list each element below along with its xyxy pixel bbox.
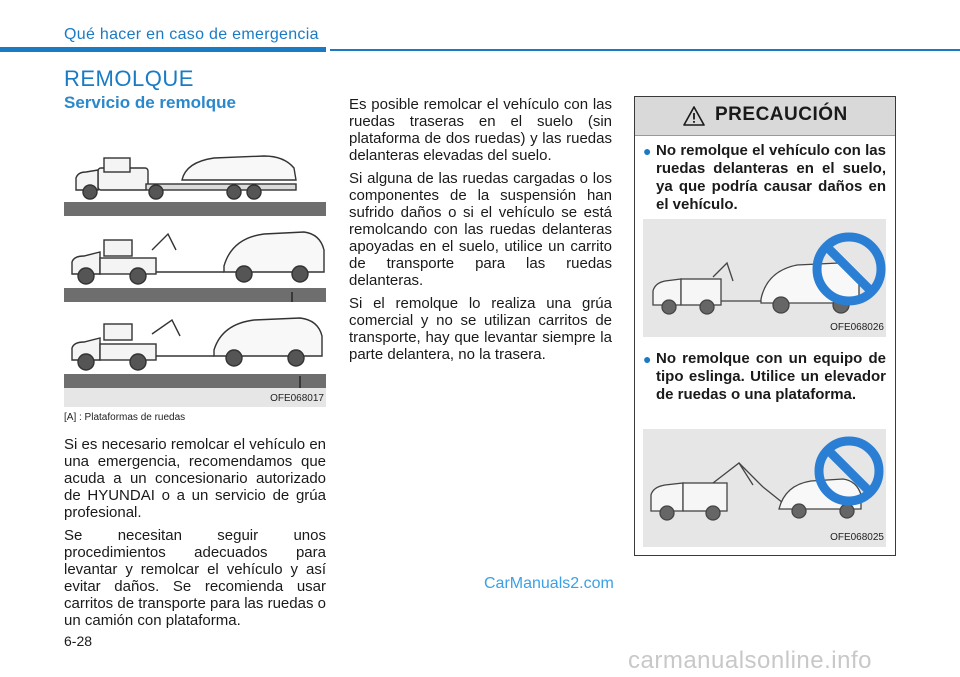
paragraph: Si el remolque lo realiza una grúa comercial y no se utilizan carritos de transporte, hay que levantar siempre la parte delantera, no la trasera.	[349, 295, 612, 363]
figure-code: OFE068017	[270, 393, 324, 404]
header-bar-thin	[330, 49, 960, 51]
figure-code: OFE068025	[830, 532, 884, 543]
caution-item	[643, 142, 886, 214]
sling-tow-image	[643, 429, 886, 547]
caution-header	[635, 97, 895, 136]
page-number: 6-28	[64, 633, 93, 649]
towing-illustration	[64, 122, 326, 407]
paragraph: Se necesitan seguir unos procedimientos adecuados para levantar y remolcar el vehículo y así evitar daños. Se recomienda usar carritos de transporte para las ruedas o un camión con plataforma.	[64, 527, 326, 629]
towing-scenes-image	[64, 122, 326, 407]
section-title: Qué hacer en caso de emergencia	[64, 26, 319, 43]
caution-figure-2	[643, 429, 886, 547]
tow-front-wheels-on-ground-image	[643, 219, 886, 337]
paragraph: Si es necesario remolcar el vehículo en una emergencia, recomendamos que acuda a un concesionario autorizado de HYUNDAI o a un servicio de grúa profesional.	[64, 436, 326, 521]
figure-code: OFE068026	[830, 322, 884, 333]
bullet-dot: ●	[643, 143, 652, 159]
subsection-title: Servicio de remolque	[64, 93, 236, 112]
caution-title: PRECAUCIÓN	[715, 104, 848, 125]
footer-watermark: carmanualsonline.info	[628, 647, 872, 674]
paragraph: Si alguna de las ruedas cargadas o los componentes de la suspensión han sufrido daños o si el vehículo se está remolcando con las ruedas delanteras apoyadas en el suelo, utilice un carrito de transporte para las ruedas delanteras.	[349, 170, 612, 289]
middle-column-text	[349, 96, 612, 369]
caution-figure-1	[643, 219, 886, 337]
caution-item-text: No remolque con un equipo de tipo eslinga. Utilice un elevador de ruedas o una plataforma.	[656, 350, 886, 403]
caution-box	[634, 96, 896, 556]
header-bar-thick	[0, 47, 326, 52]
left-column-text	[64, 436, 326, 635]
caution-item	[643, 350, 886, 404]
paragraph: Es posible remolcar el vehículo con las ruedas traseras en el suelo (sin plataforma de dos ruedas) y las ruedas delanteras elevadas del suelo.	[349, 96, 612, 164]
caution-item-text: No remolque el vehículo con las ruedas delanteras en el suelo, ya que podría causar daños en el vehículo.	[656, 142, 886, 213]
figure-caption: [A] : Plataformas de ruedas	[64, 412, 186, 423]
warning-icon	[683, 106, 705, 126]
bullet-dot: ●	[643, 351, 652, 367]
watermark-link[interactable]: CarManuals2.com	[484, 575, 614, 592]
page-title: REMOLQUE	[64, 66, 194, 91]
